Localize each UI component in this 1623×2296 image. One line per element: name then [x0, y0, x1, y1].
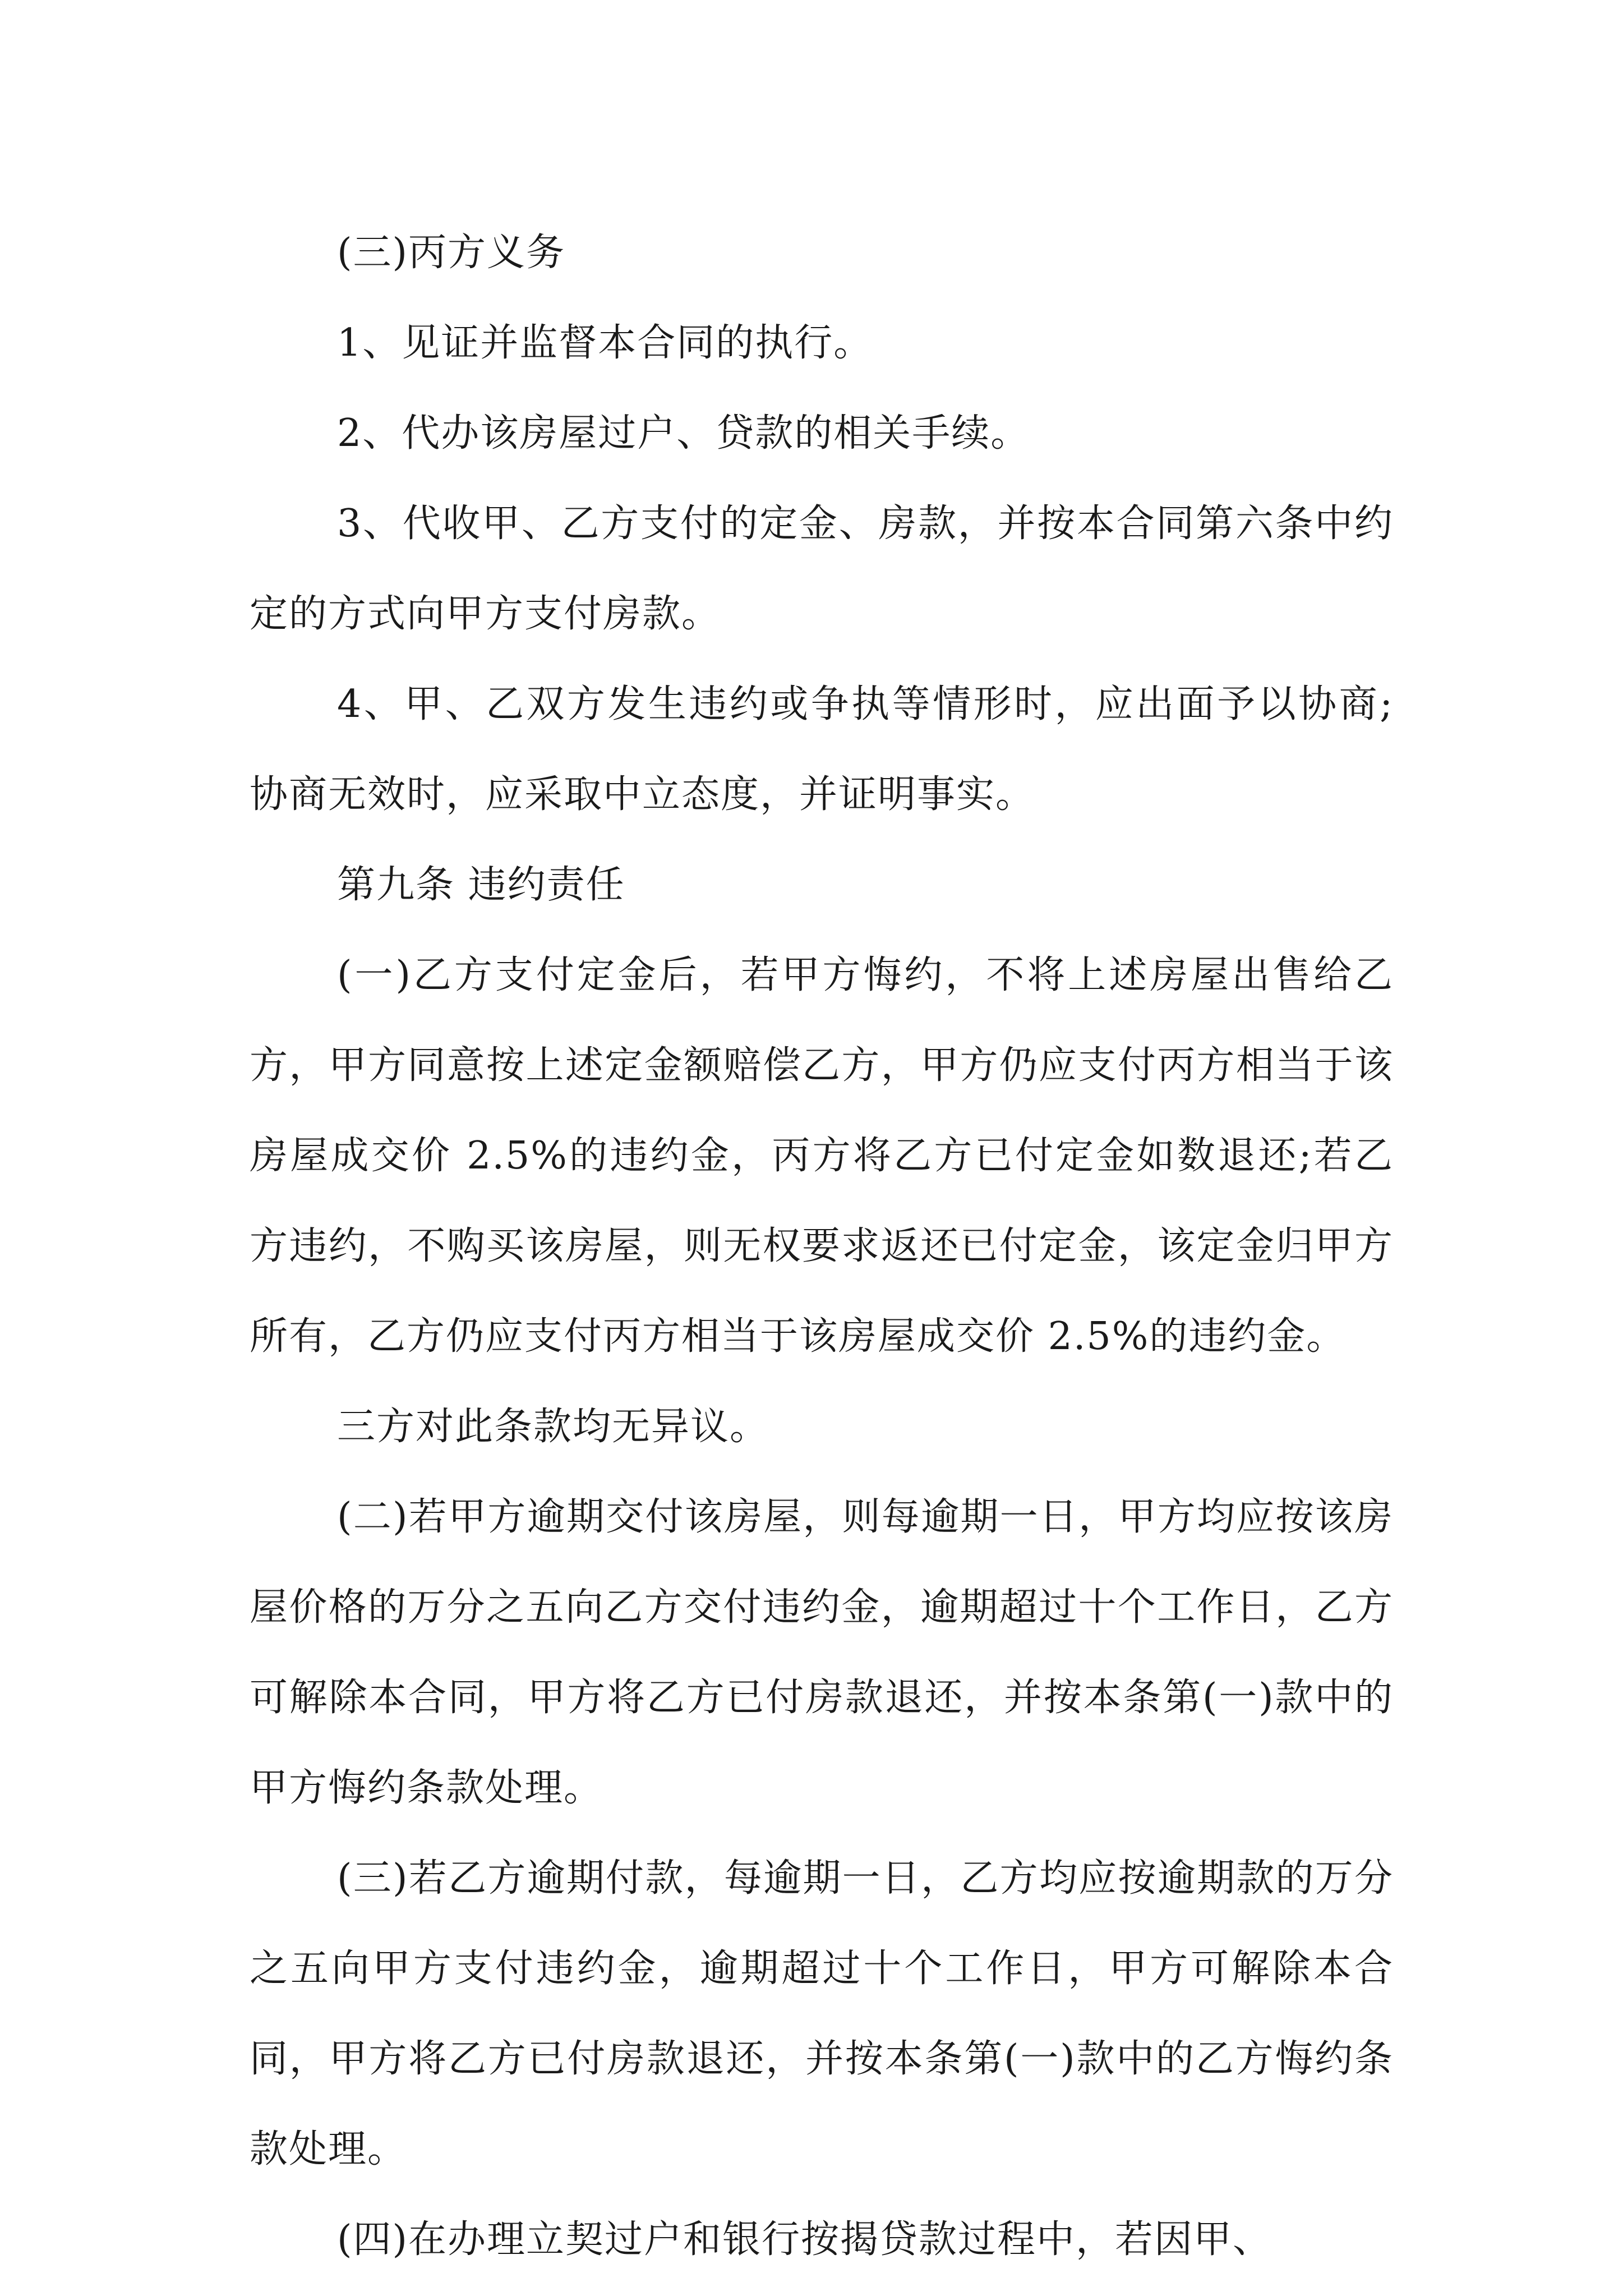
paragraph-item-4: 4、甲、乙双方发生违约或争执等情形时，应出面予以协商;协商无效时，应采取中立态度，并证明事实。 — [250, 682, 1394, 817]
paragraph-clause-4: (四)在办理立契过户和银行按揭贷款过程中，若因甲、 — [337, 2217, 1272, 2262]
document-page — [250, 208, 1394, 2285]
paragraph-item-1: 1、见证并监督本合同的执行。 — [337, 321, 873, 365]
paragraph-party-c-obligations-heading: (三)丙方义务 — [337, 231, 566, 275]
paragraph-item-2: 2、代办该房屋过户、贷款的相关手续。 — [337, 411, 1030, 455]
paragraph-agreement-note: 三方对此条款均无异议。 — [337, 1405, 769, 1449]
paragraph-clause-3: (三)若乙方逾期付款，每逾期一日，乙方均应按逾期款的万分之五向甲方支付违约金，逾期超过十个工作日，甲方可解除本合同，甲方将乙方已付房款退还，并按本条第(一)款中的乙方悔约条款处理。 — [250, 1856, 1394, 2171]
article-nine-heading: 第九条 违约责任 — [337, 863, 625, 907]
paragraph-clause-1: (一)乙方支付定金后，若甲方悔约，不将上述房屋出售给乙方，甲方同意按上述定金额赔偿乙方，甲方仍应支付丙方相当于该房屋成交价 2.5%的违约金，丙方将乙方已付定金如数退还;若乙方违约，不购买该房屋，则无权要求返还已付定金，该定金归甲方所有，乙方仍应支付丙方相当于该房屋成交价 2.5%的违约金。 — [250, 953, 1394, 1359]
paragraph-clause-2: (二)若甲方逾期交付该房屋，则每逾期一日，甲方均应按该房屋价格的万分之五向乙方交付违约金，逾期超过十个工作日，乙方可解除本合同，甲方将乙方已付房款退还，并按本条第(一)款中的甲方悔约条款处理。 — [250, 1495, 1394, 1810]
paragraph-item-3: 3、代收甲、乙方支付的定金、房款，并按本合同第六条中约定的方式向甲方支付房款。 — [250, 501, 1394, 636]
